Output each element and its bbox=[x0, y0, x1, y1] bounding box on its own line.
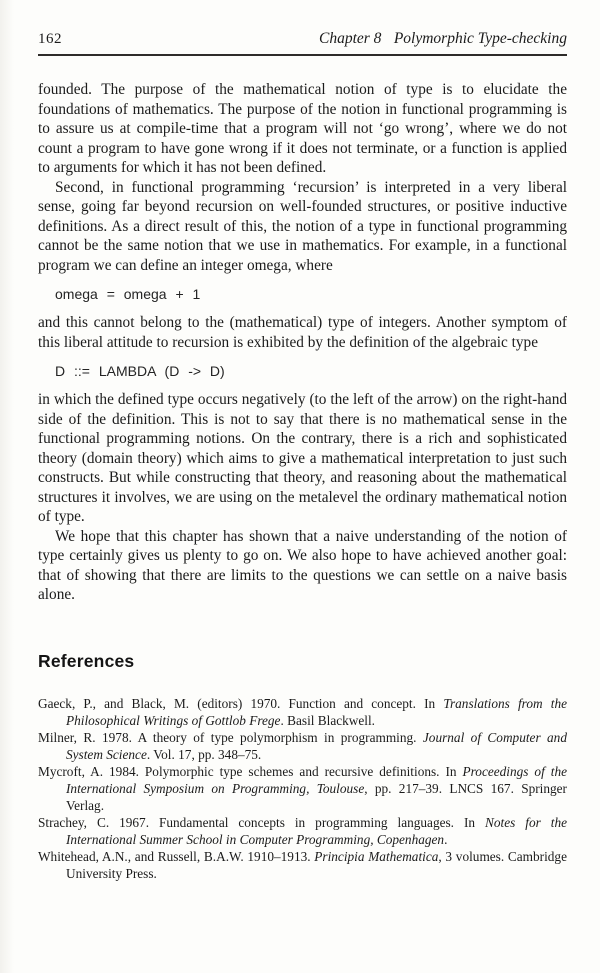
header-rule bbox=[38, 54, 567, 56]
reference-title: Journal of Computer and System Science bbox=[66, 729, 567, 762]
references-heading: References bbox=[38, 650, 135, 671]
reference-title: Notes for the International Summer School in Computer Programming, Copenhagen bbox=[66, 814, 567, 847]
reference-text: Milner, R. 1978. A theory of type polymorphism in programming. bbox=[38, 729, 423, 745]
body-paragraph: founded. The purpose of the mathematical notion of type is to elucidate the foundations of mathematics. The purpose of the notion in functional programming is to assure us at compile-time that a program will not ‘go wrong’, where we do not count a program to have gone wrong if it does not terminate, or a function is applied to arguments for which it has not been defined. bbox=[38, 81, 567, 176]
page-content bbox=[38, 80, 567, 605]
running-header bbox=[38, 30, 567, 48]
reference-text: , 3 volumes. Cambridge University Press. bbox=[66, 848, 567, 881]
chapter-label: Chapter 8 bbox=[319, 30, 382, 47]
reference-item bbox=[38, 763, 567, 814]
reference-item bbox=[38, 695, 567, 729]
reference-title: Proceedings of the International Symposium on Programming, Toulouse bbox=[66, 763, 567, 796]
reference-title: Principia Mathematica bbox=[314, 848, 439, 864]
code-line: omega = omega + 1 bbox=[55, 286, 201, 302]
reference-text: . bbox=[444, 831, 448, 847]
reference-text: Whitehead, A.N., and Russell, B.A.W. 1910–1913. bbox=[38, 848, 315, 864]
body-paragraph: and this cannot belong to the (mathematical) type of integers. Another symptom of this liberal attitude to recursion is exhibited by the definition of the algebraic type bbox=[38, 314, 567, 351]
reference-text: . Basil Blackwell. bbox=[280, 712, 376, 728]
reference-text: Gaeck, P., and Black, M. (editors) 1970. Function and concept. In bbox=[38, 695, 444, 711]
reference-item bbox=[38, 814, 567, 848]
reference-item bbox=[38, 729, 567, 763]
chapter-title: Polymorphic Type-checking bbox=[393, 30, 567, 47]
reference-text: Mycroft, A. 1984. Polymorphic type schemes and recursive definitions. In bbox=[38, 763, 463, 779]
code-line: D ::= LAMBDA (D -> D) bbox=[55, 363, 225, 379]
reference-item bbox=[38, 848, 567, 882]
reference-text: Strachey, C. 1967. Fundamental concepts in programming languages. In bbox=[38, 814, 486, 830]
running-header-title bbox=[319, 30, 567, 48]
body-paragraph: We hope that this chapter has shown that a naive understanding of the notion of type certainly gives us plenty to go on. We also hope to have achieved another goal: that of showing that there are limits to the questions we can settle on a naive basis alone. bbox=[38, 527, 567, 603]
reference-title: Translations from the Philosophical Writings of Gottlob Frege bbox=[66, 695, 567, 728]
references-list bbox=[38, 695, 567, 882]
body-paragraph: in which the defined type occurs negatively (to the left of the arrow) on the right-hand side of the definition. This is not to say that there is no mathematical sense in the functional programming notions. On the contrary, there is a rich and sophisticated theory (domain theory) which aims to give a mathematical interpretation to just such constructs. But while constructing that theory, and reasoning about the mathematical structures it involves, we are using on the metalevel the ordinary mathematical notion of type. bbox=[38, 391, 567, 525]
body-paragraph: Second, in functional programming ‘recursion’ is interpreted in a very liberal sense, going far beyond recursion on well-founded structures, or positive inductive definitions. As a direct result of this, the notion of a type in functional programming cannot be the same notion that we use in mathematics. For example, in a functional program we can define an integer omega, where bbox=[38, 178, 567, 274]
page-number: 162 bbox=[38, 31, 62, 47]
reference-text: . Vol. 17, pp. 348–75. bbox=[146, 746, 262, 762]
reference-text: , pp. 217–39. LNCS 167. Springer Verlag. bbox=[66, 780, 567, 813]
